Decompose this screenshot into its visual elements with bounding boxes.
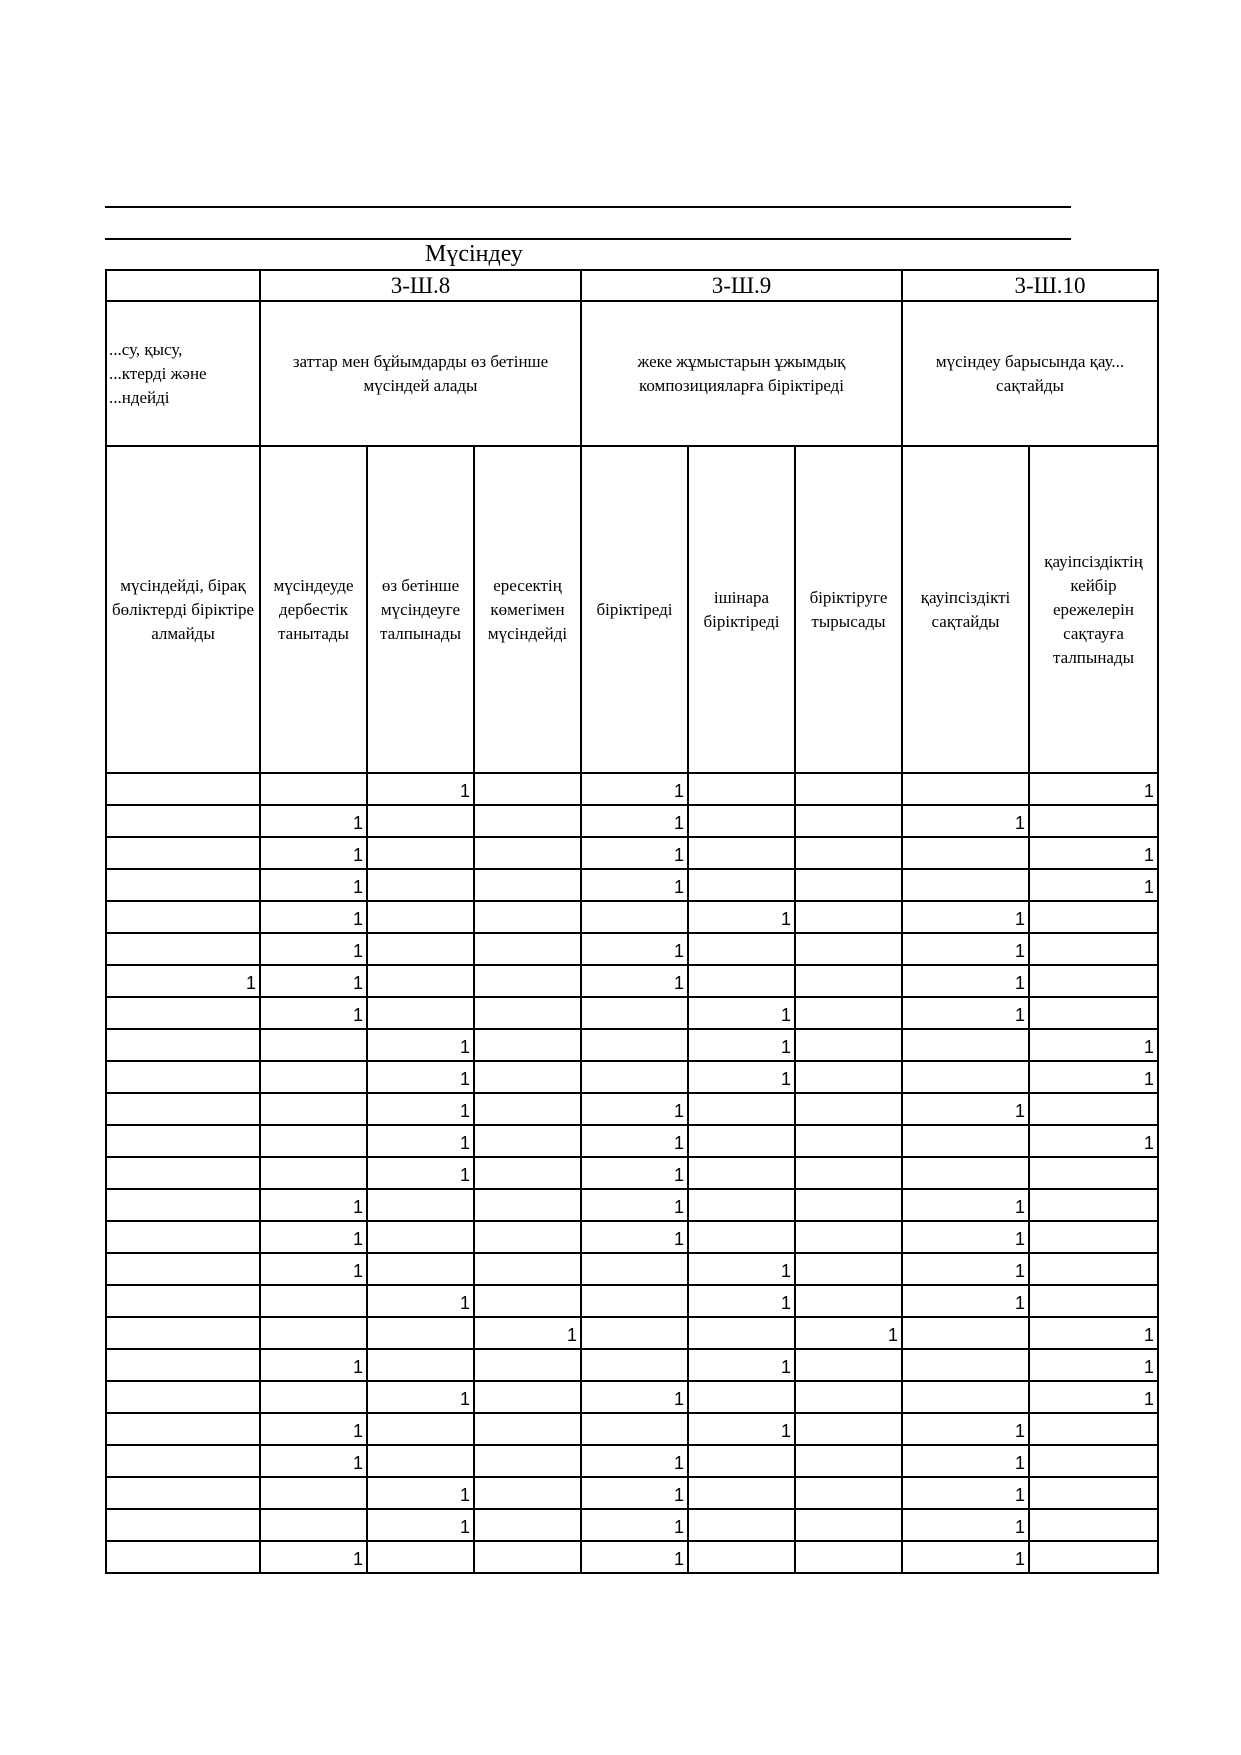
table-cell [474,901,581,933]
section-title-row [105,240,1071,268]
table-cell: 1 [688,1029,795,1061]
table-cell [260,1509,367,1541]
table-cell [474,965,581,997]
table-cell [902,773,1029,805]
table-cell [367,805,474,837]
table-cell [474,869,581,901]
table-cell: 1 [581,1221,688,1253]
table-row [106,901,1158,933]
table-cell: 1 [902,1285,1029,1317]
table-cell [106,1125,260,1157]
table-cell [795,1413,902,1445]
table-cell [1029,965,1158,997]
table-cell: 1 [1029,1381,1158,1413]
table-cell [474,933,581,965]
criterion-text: ересектің көмегімен мүсіндейді [487,575,568,643]
table-cell: 1 [1029,837,1158,869]
goal-text: мүсіндеу барысында қау... сақтайды [935,351,1125,395]
table-cell [581,1253,688,1285]
criterion-header [367,446,474,773]
table-row [106,1189,1158,1221]
goal-cell-partial [106,301,260,446]
table-row [106,965,1158,997]
table-cell [106,901,260,933]
table-cell [474,1253,581,1285]
table-row [106,1029,1158,1061]
table-cell [106,1445,260,1477]
goal-text: заттар мен бұйымдарды өз бетінше мүсіндей алады [292,351,549,395]
table-cell: 1 [581,933,688,965]
table-cell [1029,1157,1158,1189]
table-cell [902,1061,1029,1093]
table-cell [688,869,795,901]
table-cell: 1 [902,1189,1029,1221]
criterion-header [1029,446,1158,773]
table-cell [688,1445,795,1477]
table-cell [688,1221,795,1253]
table-row [106,1445,1158,1477]
table-row [106,1317,1158,1349]
table-cell: 1 [902,933,1029,965]
table-cell: 1 [367,1157,474,1189]
top-rule [105,206,1071,208]
table-cell [260,1125,367,1157]
section-title: Мүсіндеу [425,241,523,267]
table-cell: 1 [260,1349,367,1381]
table-cell [795,1093,902,1125]
criterion-header [106,446,260,773]
table-cell [1029,1477,1158,1509]
table-cell [795,965,902,997]
table-cell [106,1477,260,1509]
table-cell [106,1285,260,1317]
table-cell: 1 [367,1509,474,1541]
table-cell [1029,1253,1158,1285]
table-cell [1029,1189,1158,1221]
goal-text: жеке жұмыстарын ұжымдық композицияларға біріктіреді [637,351,846,395]
goal-row [106,301,1158,446]
table-cell: 1 [367,1477,474,1509]
table-cell [474,1029,581,1061]
table-cell: 1 [902,1221,1029,1253]
table-cell [260,773,367,805]
table-cell: 1 [260,1445,367,1477]
table-cell [795,1125,902,1157]
table-row [106,933,1158,965]
table-cell [688,1125,795,1157]
table-cell [902,1125,1029,1157]
table-cell [367,1349,474,1381]
table-cell [902,869,1029,901]
table-cell [106,773,260,805]
table-cell [106,1221,260,1253]
table-cell [367,1317,474,1349]
table-cell: 1 [688,1253,795,1285]
table-cell [474,1061,581,1093]
table-cell [367,901,474,933]
table-cell: 1 [1029,1125,1158,1157]
table-cell [260,1061,367,1093]
table-cell [474,1509,581,1541]
table-cell [474,1285,581,1317]
table-cell: 1 [581,1189,688,1221]
criterion-header [260,446,367,773]
table-cell: 1 [367,1381,474,1413]
table-cell: 1 [260,1253,367,1285]
table-cell: 1 [581,1093,688,1125]
table-cell [367,933,474,965]
goal-cell [260,301,581,446]
table-cell [106,837,260,869]
table-cell: 1 [581,965,688,997]
table-cell [581,1413,688,1445]
goal-text-partial: ...су, қысу, ...ктерді және ...ндейді [109,339,207,407]
table-cell: 1 [688,901,795,933]
table-cell [106,1157,260,1189]
table-cell [1029,805,1158,837]
table-cell [795,1221,902,1253]
table-cell [795,773,902,805]
table-cell [367,1445,474,1477]
criterion-header [474,446,581,773]
table-cell: 1 [367,773,474,805]
table-cell [260,1157,367,1189]
table-cell: 1 [367,1125,474,1157]
table-cell [688,1541,795,1573]
code-cell [902,270,1158,301]
table-cell: 1 [688,997,795,1029]
table-cell [795,1445,902,1477]
table-cell [1029,1445,1158,1477]
table-cell [688,837,795,869]
table-cell [688,1509,795,1541]
table-cell [260,1477,367,1509]
table-cell [688,773,795,805]
table-cell: 1 [106,965,260,997]
table-cell [474,1381,581,1413]
table-cell [474,1477,581,1509]
table-cell: 1 [260,933,367,965]
table-cell [795,1285,902,1317]
table-cell [795,1509,902,1541]
table-cell [367,997,474,1029]
table-cell [795,1029,902,1061]
table-cell: 1 [902,1445,1029,1477]
table-cell [688,1189,795,1221]
table-cell [106,1381,260,1413]
table-cell: 1 [902,1477,1029,1509]
goal-cell [902,301,1158,446]
table-cell [474,1349,581,1381]
table-cell: 1 [260,1221,367,1253]
table-cell [106,933,260,965]
table-cell: 1 [1029,1349,1158,1381]
table-cell [260,1285,367,1317]
table-cell [581,1029,688,1061]
table-cell [688,965,795,997]
code-cell: 3-Ш.8 [260,270,581,301]
table-cell [474,1221,581,1253]
table-cell [367,1253,474,1285]
table-cell: 1 [902,965,1029,997]
table-cell [902,1029,1029,1061]
table-cell [474,1189,581,1221]
table-cell: 1 [474,1317,581,1349]
table-row [106,1541,1158,1573]
goal-cell [581,301,902,446]
table-cell: 1 [902,1509,1029,1541]
table-cell [474,1445,581,1477]
table-cell: 1 [795,1317,902,1349]
table-cell: 1 [581,1445,688,1477]
table-cell [688,1381,795,1413]
table-cell [106,805,260,837]
table-cell: 1 [1029,1029,1158,1061]
table-cell [688,1317,795,1349]
table-cell [795,1541,902,1573]
table-cell [474,1413,581,1445]
table-cell [902,1317,1029,1349]
table-row [106,1221,1158,1253]
table-cell: 1 [581,869,688,901]
criterion-text: мүсіндеуде дербестік танытады [273,575,354,643]
table-cell: 1 [902,1093,1029,1125]
table-cell [581,1349,688,1381]
table-cell [581,997,688,1029]
table-cell [902,1157,1029,1189]
table-row [106,805,1158,837]
table-cell: 1 [260,965,367,997]
table-row [106,837,1158,869]
table-cell: 1 [1029,1061,1158,1093]
table-cell [1029,1285,1158,1317]
table-cell [260,1093,367,1125]
table-cell [106,1029,260,1061]
table-cell [474,1125,581,1157]
table-row [106,1349,1158,1381]
table-cell: 1 [260,1413,367,1445]
criterion-header [795,446,902,773]
table-row [106,1061,1158,1093]
criterion-header [581,446,688,773]
criterion-text: біріктіруге тырысады [809,587,888,631]
table-cell [367,869,474,901]
table-cell: 1 [688,1285,795,1317]
table-cell [1029,1413,1158,1445]
table-cell [106,1061,260,1093]
table-row [106,869,1158,901]
table-cell [795,869,902,901]
table-cell: 1 [260,997,367,1029]
table-cell [1029,901,1158,933]
table-cell [106,1189,260,1221]
table-cell: 1 [902,1253,1029,1285]
table-cell [688,805,795,837]
table-cell [106,1509,260,1541]
table-cell [260,1029,367,1061]
table-cell [688,933,795,965]
table-cell [581,901,688,933]
table-cell [474,1541,581,1573]
table-cell: 1 [581,773,688,805]
code-cell: 3-Ш.9 [581,270,902,301]
table-cell [795,1381,902,1413]
table-cell: 1 [260,901,367,933]
table-cell: 1 [902,997,1029,1029]
table-cell [106,1349,260,1381]
table-cell [1029,1509,1158,1541]
criterion-header [688,446,795,773]
table-cell [795,1157,902,1189]
table-cell: 1 [1029,869,1158,901]
table-cell: 1 [260,837,367,869]
table-cell [581,1061,688,1093]
table-cell [106,1317,260,1349]
table-cell: 1 [1029,1317,1158,1349]
table-cell: 1 [902,805,1029,837]
table-cell [474,837,581,869]
table-cell: 1 [260,1189,367,1221]
table-cell [474,997,581,1029]
table-cell [474,805,581,837]
table-cell [106,1093,260,1125]
table-row [106,1413,1158,1445]
table-cell [795,933,902,965]
table-cell [1029,1221,1158,1253]
table-cell: 1 [367,1029,474,1061]
table-cell [1029,997,1158,1029]
table-cell: 1 [902,1413,1029,1445]
table-cell [260,1381,367,1413]
table-cell [902,837,1029,869]
table-cell: 1 [260,805,367,837]
code-cell-empty [106,270,260,301]
table-cell: 1 [1029,773,1158,805]
table-cell [106,1541,260,1573]
table-cell [795,1253,902,1285]
table-cell: 1 [367,1285,474,1317]
criterion-text: қауіпсіздіктің кейбір ережелерін сақтауға талпынады [1044,551,1143,667]
table-cell: 1 [581,1157,688,1189]
criteria-row [106,446,1158,773]
table-cell: 1 [367,1061,474,1093]
table-cell: 1 [260,869,367,901]
table-cell: 1 [581,1477,688,1509]
table-cell [106,869,260,901]
table-cell [367,837,474,869]
table-row [106,997,1158,1029]
assessment-table [105,269,1159,1574]
table-cell [688,1157,795,1189]
table-cell: 1 [688,1061,795,1093]
table-cell [1029,1541,1158,1573]
criterion-text: ішінара біріктіреді [703,587,780,631]
table-cell [902,1381,1029,1413]
criterion-text: өз бетінше мүсіндеуге талпынады [379,575,462,643]
table-row [106,1477,1158,1509]
table-cell: 1 [367,1093,474,1125]
table-cell [367,965,474,997]
code-row [106,270,1158,301]
table-cell [688,1477,795,1509]
table-cell: 1 [902,901,1029,933]
table-row [106,1253,1158,1285]
table-row [106,1381,1158,1413]
table-cell [260,1317,367,1349]
table-cell [795,1189,902,1221]
table-row [106,1125,1158,1157]
table-cell [474,1157,581,1189]
table-row [106,1093,1158,1125]
table-cell [795,1349,902,1381]
table-cell [367,1221,474,1253]
table-row [106,1285,1158,1317]
table-cell: 1 [688,1349,795,1381]
table-row [106,1157,1158,1189]
table-cell: 1 [581,1541,688,1573]
table-cell [106,997,260,1029]
table-cell [474,1093,581,1125]
table-cell: 1 [581,837,688,869]
table-cell [688,1093,795,1125]
table-cell [795,997,902,1029]
criterion-text: қауіпсіздікті сақтайды [920,587,1011,631]
table-cell: 1 [688,1413,795,1445]
table-cell [581,1285,688,1317]
table-cell [1029,933,1158,965]
table-cell [474,773,581,805]
criterion-header [902,446,1029,773]
table-row [106,773,1158,805]
table-cell [106,1413,260,1445]
table-row [106,1509,1158,1541]
table-cell [795,837,902,869]
table-cell [367,1413,474,1445]
criterion-text: мүсіндейді, бірақ бөліктерді біріктіре алмайды [111,575,255,643]
code-cell-text: 3-Ш.10 [1014,272,1086,298]
table-cell [795,1477,902,1509]
table-cell [795,1061,902,1093]
table-cell [902,1349,1029,1381]
table-cell: 1 [260,1541,367,1573]
table-cell [367,1189,474,1221]
table-cell [367,1541,474,1573]
table-cell: 1 [902,1541,1029,1573]
table-cell [795,805,902,837]
table-cell [1029,1093,1158,1125]
table-cell [106,1253,260,1285]
table-cell: 1 [581,1509,688,1541]
table-cell: 1 [581,805,688,837]
table-cell: 1 [581,1125,688,1157]
criterion-text: біріктіреді [596,599,673,619]
table-cell [795,901,902,933]
table-cell [581,1317,688,1349]
table-cell: 1 [581,1381,688,1413]
